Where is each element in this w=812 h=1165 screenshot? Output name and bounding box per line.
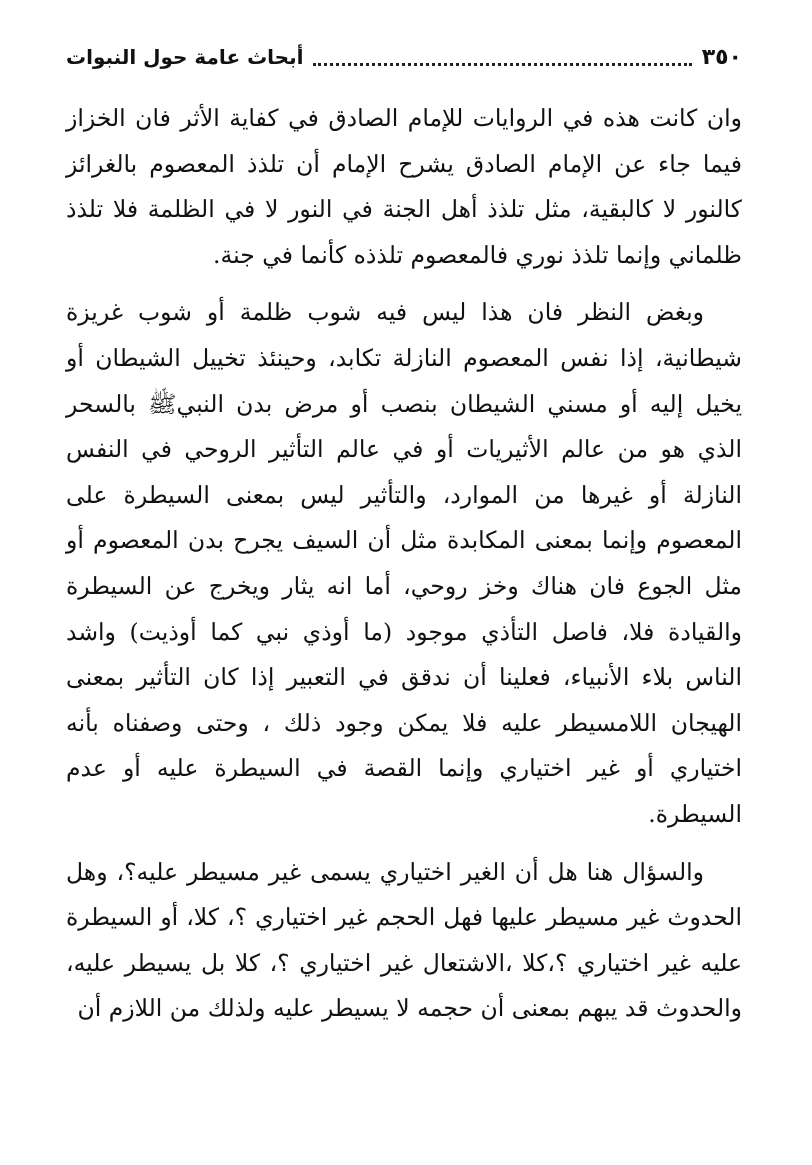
- page-header: [66, 36, 742, 78]
- book-page: [66, 30, 742, 1150]
- paragraph-3: والسؤال هنا هل أن الغير اختياري يسمى غير مسيطر عليه؟، وهل الحدوث غير مسيطر عليها فهل الحجم غير اختياري ؟، كلا، أو السيطرة عليه غير اختياري ؟،كلا ،الاشتعال غير اختياري ؟، كلا بل يسيطر عليه، والحدوث قد يبهم بمعنى أن حجمه لا يسيطر عليه ولذلك من اللازم أن: [66, 857, 742, 1023]
- paragraph-1: وان كانت هذه في الروايات للإمام الصادق في كفاية الأثر فان الخزاز فيما جاء عن الإمام الصادق يشرح الإمام أن تلذذ المعصوم بالغرائز كالنور لا كالبقية، مثل تلذذ أهل الجنة في النور لا في الظلمة فلا تلذذ ظلماني وإنما تلذذ نوري فالمعصوم تلذذه كأنما في جنة.: [66, 104, 742, 269]
- page-number: ٣٥٠: [701, 44, 742, 70]
- paragraph-2: وبغض النظر فان هذا ليس فيه شوب ظلمة أو شوب غريزة شيطانية، إذا نفس المعصوم النازلة تكابد، وحينئذ تخييل الشيطان أو يخيل إليه أو مسني الشيطان بنصب أو مرض بدن النبيﷺ بالسحر الذي هو من عالم الأثيريات أو في عالم التأثير الروحي في النفس النازلة أو غيرها من الموارد، والتأثير ليس بمعنى السيطرة على المعصوم وإنما بمعنى المكابدة مثل أن السيف يجرح بدن المعصوم أو مثل الجوع فان هناك وخز روحي، أما انه يثار ويخرج عن السيطرة والقيادة فلا، فاصل التأذي موجود (ما أوذي نبي كما أوذيت) واشد الناس بلاء الأنبياء، فعلينا أن ندقق في التعبير إذا كان التأثير بمعنى الهيجان اللامسيطر عليه فلا يمكن وجود ذلك ، وحتى وصفناه بأنه اختياري أو غير اختياري وإنما القصة في السيطرة عليه أو عدم السيطرة.: [66, 298, 742, 828]
- header-dot-leader: [313, 49, 691, 66]
- body-text: [66, 96, 742, 1044]
- running-title: أبحاث عامة حول النبوات: [66, 45, 304, 69]
